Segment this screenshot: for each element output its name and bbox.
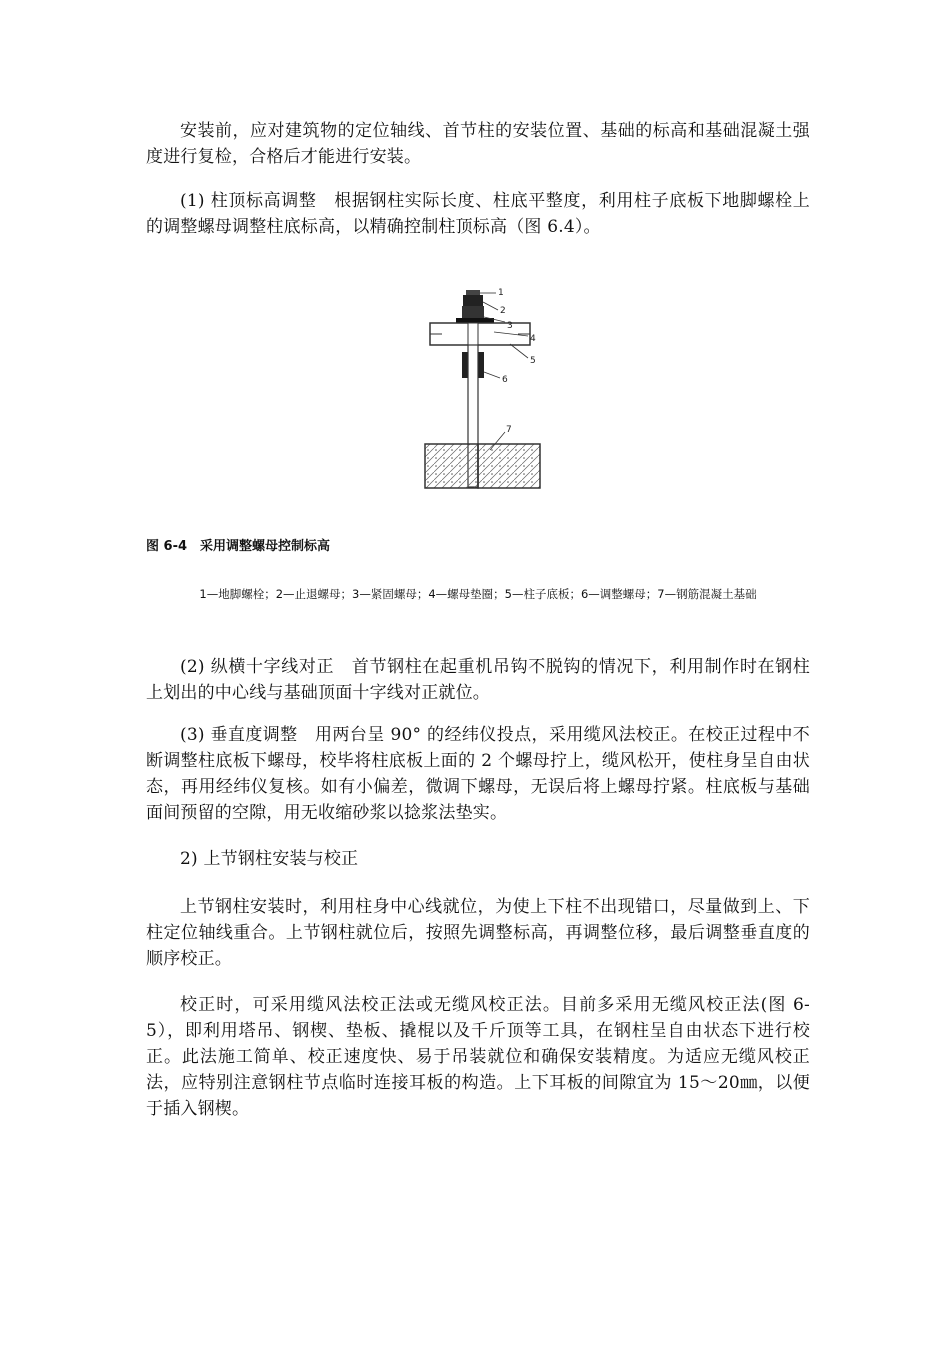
paragraph-upper-column-install: 上节钢柱安装时，利用柱身中心线就位，为使上下柱不出现错口，尽量做到上、下柱定位轴线重合。上节钢柱就位后，按照先调整标高，再调整位移，最后调整垂直度的顺序校正。	[146, 897, 810, 969]
anchor-bolt-diagram	[410, 272, 550, 494]
figure-caption-legend: 1—地脚螺栓；2—止退螺母；3—紧固螺母；4—螺母垫圈；5—柱子底板；6—调整螺母；7—钢筋混凝土基础	[199, 587, 757, 601]
fastening-nut	[462, 306, 484, 318]
concrete-foundation-left	[425, 444, 478, 488]
label-7: 7	[506, 425, 512, 435]
label-5: 5	[530, 356, 536, 366]
paragraph-correction-methods: 校正时，可采用缆风法校正法或无缆风校正法。目前多采用无缆风校正法(图 6-5），即利用塔吊、钢楔、垫板、撬棍以及千斤顶等工具，在钢柱呈自由状态下进行校正。此法施工简单、校正速度快、易于吊装就位和确保安装精度。为适应无缆风校正法，应特别注意钢柱节点临时连接耳板的构造。上下耳板的间隙宜为 15～20㎜，以便于插入钢楔。	[146, 995, 810, 1119]
paragraph-verticality-adjustment: (3) 垂直度调整 用两台呈 90° 的经纬仪投点，采用缆风法校正。在校正过程中不断调整柱底板下螺母，校毕将柱底板上面的 2 个螺母拧上，缆风松开，使柱身呈自由状态，再用经纬仪复核。如有小偏差，微调下螺母，无误后将上螺母拧紧。柱底板与基础面间预留的空隙，用无收缩砂浆以捻浆法垫实。	[146, 725, 810, 823]
paragraph-crosshair-alignment: (2) 纵横十字线对正 首节钢柱在起重机吊钩不脱钩的情况下，利用制作时在钢柱上划出的中心线与基础顶面十字线对正就位。	[146, 657, 810, 703]
figure-caption-title: 图 6-4 采用调整螺母控制标高	[146, 539, 331, 554]
paragraph-column-top-elevation: (1) 柱顶标高调整 根据钢柱实际长度、柱底平整度，利用柱子底板下地脚螺栓上的调整螺母调整柱底标高，以精确控制柱顶标高（图 6.4）。	[146, 191, 810, 237]
figure-anchor-bolt-diagram	[410, 272, 550, 494]
section-heading-upper-column: 2) 上节钢柱安装与校正	[180, 849, 359, 869]
concrete-foundation-right	[478, 444, 540, 488]
lock-nut	[463, 295, 483, 306]
label-2: 2	[500, 306, 506, 316]
column-base-plate	[430, 323, 530, 345]
paragraph-pre-install-check: 安装前，应对建筑物的定位轴线、首节柱的安装位置、基础的标高和基础混凝土强度进行复检，合格后才能进行安装。	[146, 121, 810, 167]
bolt-top	[466, 290, 480, 295]
label-3: 3	[507, 321, 513, 331]
label-1: 1	[498, 288, 504, 298]
label-4: 4	[530, 334, 536, 344]
label-6: 6	[502, 375, 508, 385]
